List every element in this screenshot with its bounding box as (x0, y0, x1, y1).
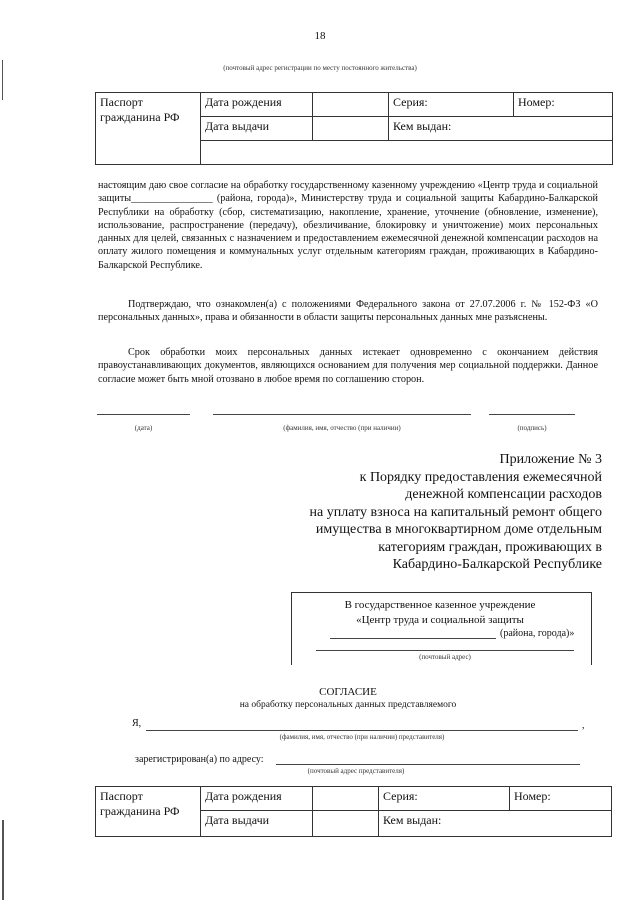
birth-date-label-2: Дата рождения (201, 787, 313, 811)
appendix-line-5: имущества в многоквартирном доме отдельным (315, 522, 602, 537)
appendix-line-2: к Порядку предоставления ежемесячной (359, 469, 602, 485)
name-line[interactable] (213, 414, 471, 415)
appendix-line-7: Кабардино-Балкарской Республике (392, 557, 602, 572)
consent-paragraph-3: Срок обработки моих персональных данных истекает одновременно с окончанием действия правоустанавливающих документов, являющихся основанием для получения мер социальной поддержки. Данное согласие может быть мной отозвано в любое время по соглашению сторон. (98, 347, 598, 385)
i-line-comma: , (582, 720, 585, 731)
birth-date-value-1[interactable] (313, 93, 389, 117)
number-label-1: Номер: (514, 93, 613, 117)
issue-date-value-2[interactable] (313, 811, 379, 837)
appendix-line-4: на уплату взноса на капитальный ремонт общего (309, 504, 602, 520)
appendix-line-1: Приложение № 3 (499, 452, 602, 467)
consent-subtitle: на обработку персональных данных представляемого (239, 700, 457, 710)
issued-by-label-2: Кем выдан: (379, 811, 612, 837)
postal-address-caption: (почтовый адрес) (419, 653, 471, 661)
number-label-2: Номер: (510, 787, 612, 811)
registration-address-caption: (почтовый адрес регистрации по месту постоянного жительства) (223, 64, 417, 72)
registered-label: зарегистрирован(а) по адресу: (135, 754, 264, 765)
issued-by-label-1: Кем выдан: (389, 117, 613, 141)
date-line[interactable] (97, 414, 190, 415)
addressee-line-1: В государственное казенное учреждение (344, 599, 536, 611)
district-line[interactable] (330, 638, 496, 639)
birth-date-value-2[interactable] (313, 787, 379, 811)
passport-table-1 (95, 92, 613, 165)
appendix-line-6: категориям граждан, проживающих в (378, 539, 602, 555)
scan-edge-mark-2 (2, 820, 4, 900)
date-caption: (дата) (134, 424, 153, 432)
page-number: 18 (314, 30, 326, 42)
passport-label-2: Паспорт гражданина РФ (96, 787, 201, 837)
issue-date-label-2: Дата выдачи (201, 811, 313, 837)
representative-address-caption: (почтовый адрес представителя) (307, 767, 405, 775)
birth-date-label-1: Дата рождения (201, 93, 313, 117)
i-label: Я, (132, 718, 142, 729)
name-caption: (фамилия, имя, отчество (при наличии) (283, 424, 401, 432)
representative-name-line[interactable] (146, 730, 578, 731)
signature-line[interactable] (489, 414, 575, 415)
consent-title: СОГЛАСИЕ (319, 686, 377, 698)
appendix-line-3: денежной компенсации расходов (405, 487, 602, 502)
passport-table-2 (95, 786, 612, 837)
passport-label-1: Паспорт гражданина РФ (96, 93, 201, 165)
representative-address-line[interactable] (276, 764, 580, 765)
consent-paragraph-2: Подтверждаю, что ознакомлен(а) с положениями Федерального закона от 27.07.2006 г. № 152-ФЗ «О персональных данных», права и обязанности в области защиты персональных данных мне разъяснены. (98, 299, 598, 324)
series-label-2: Серия: (379, 787, 510, 811)
addressee-line-2: «Центр труда и социальной защиты (356, 614, 524, 626)
signature-caption: (подпись) (517, 424, 547, 432)
addressee-line-3: (района, города)» (500, 628, 575, 639)
issue-date-value-1[interactable] (313, 117, 389, 141)
consent-paragraph-1: настоящим даю свое согласие на обработку государственному казенному учреждению «Центр труда и социальной защиты________________ (района, города)», Министерству труда и социальной защиты Кабардино-Балкарской Республики на обработку (сбор, систематизацию, накопление, хранение, уточнение (обновление, изменение), использование, распространение (передачу), обезличивание, блокировку и уничтожение) моих персональных данных для целей, связанных с назначением и предоставлением ежемесячной денежной компенсации расходов на оплату жилого помещения и коммунальных услуг отдельным категориям граждан, проживающих в Кабардино-Балкарской Республике. (98, 180, 598, 271)
series-label-1: Серия: (389, 93, 514, 117)
scan-edge-mark-1 (2, 60, 3, 100)
appendix-heading (262, 451, 602, 574)
issued-by-value-1[interactable] (201, 141, 613, 165)
representative-name-caption: (фамилия, имя, отчество (при наличии) представителя) (279, 733, 445, 741)
postal-address-line[interactable] (316, 650, 574, 651)
issue-date-label-1: Дата выдачи (201, 117, 313, 141)
